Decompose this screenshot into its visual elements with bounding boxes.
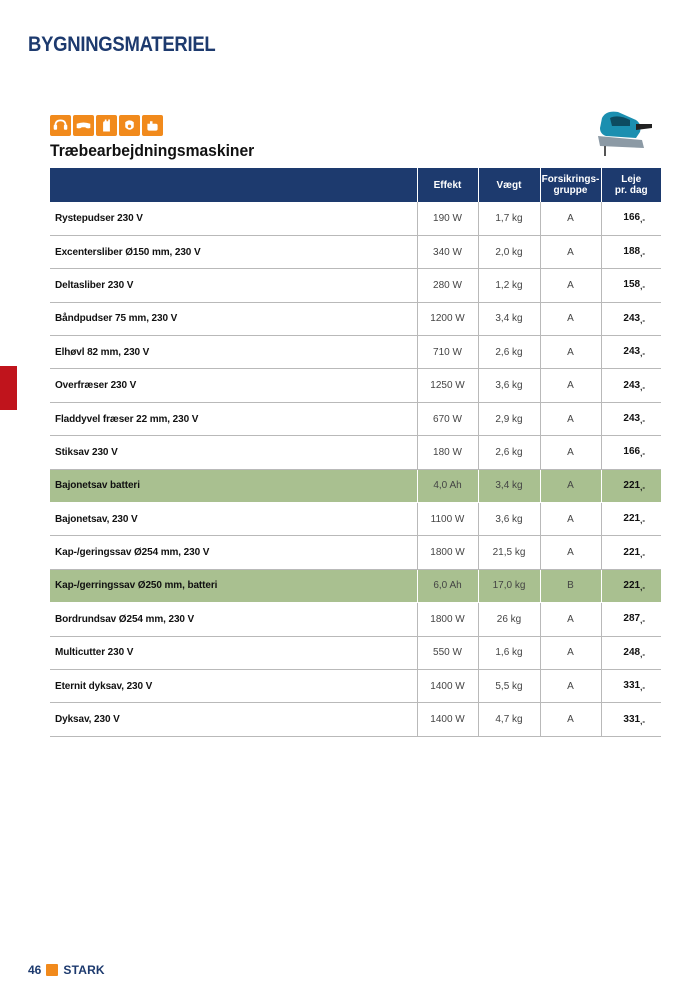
price-suffix: ,- — [640, 516, 645, 526]
price-suffix: ,- — [640, 215, 645, 225]
price-suffix: ,- — [640, 683, 645, 693]
cell-forsikringsgruppe: A — [540, 436, 601, 469]
price-suffix: ,- — [640, 449, 645, 459]
table-row — [50, 302, 661, 335]
cell-forsikringsgruppe: A — [540, 402, 601, 435]
jigsaw-product-image — [584, 104, 658, 162]
header-effekt: Effekt — [417, 168, 478, 202]
table-row — [50, 703, 661, 736]
cell-vaegt: 26 kg — [478, 603, 540, 636]
cell-vaegt: 5,5 kg — [478, 669, 540, 702]
cell-effekt: 550 W — [417, 636, 478, 669]
cell-name: Båndpudser 75 mm, 230 V — [50, 302, 417, 335]
ear-protection-icon — [50, 115, 71, 136]
safety-goggles-icon — [73, 115, 94, 136]
page-footer — [28, 963, 105, 977]
cell-name: Overfræser 230 V — [50, 369, 417, 402]
price-value: 248 — [623, 646, 641, 658]
header-name — [50, 168, 417, 202]
cell-effekt: 190 W — [417, 202, 478, 235]
cell-vaegt: 2,6 kg — [478, 436, 540, 469]
cell-effekt: 4,0 Ah — [417, 469, 478, 502]
table-row — [50, 336, 661, 369]
cell-leje-pris — [601, 302, 661, 335]
price-value: 166 — [623, 446, 641, 458]
cell-forsikringsgruppe: A — [540, 636, 601, 669]
cell-forsikringsgruppe: A — [540, 503, 601, 536]
cell-leje-pris — [601, 636, 661, 669]
price-value: 221 — [623, 479, 641, 491]
cell-forsikringsgruppe: A — [540, 202, 601, 235]
cell-leje-pris — [601, 235, 661, 268]
cell-vaegt: 1,6 kg — [478, 636, 540, 669]
cell-vaegt: 2,6 kg — [478, 336, 540, 369]
price-suffix: ,- — [640, 582, 645, 592]
cell-forsikringsgruppe: A — [540, 235, 601, 268]
price-suffix: ,- — [640, 416, 645, 426]
table-row — [50, 369, 661, 402]
header-forsikring-line2: gruppe — [553, 185, 588, 196]
price-suffix: ,- — [640, 382, 645, 392]
cell-vaegt: 4,7 kg — [478, 703, 540, 736]
cell-leje-pris — [601, 703, 661, 736]
price-value: 243 — [623, 413, 641, 425]
cell-leje-pris — [601, 669, 661, 702]
cell-forsikringsgruppe: A — [540, 302, 601, 335]
price-suffix: ,- — [640, 482, 645, 492]
cell-name: Kap-/gerringssav Ø250 mm, batteri — [50, 569, 417, 602]
cell-forsikringsgruppe: A — [540, 369, 601, 402]
header-leje-pr-dag — [601, 168, 661, 202]
cell-effekt: 1400 W — [417, 703, 478, 736]
cell-forsikringsgruppe: A — [540, 703, 601, 736]
cell-effekt: 710 W — [417, 336, 478, 369]
cell-name: Bajonetsav batteri — [50, 469, 417, 502]
price-suffix: ,- — [640, 649, 645, 659]
section-side-tab — [0, 366, 17, 410]
cell-vaegt: 17,0 kg — [478, 569, 540, 602]
cell-effekt: 6,0 Ah — [417, 569, 478, 602]
price-value: 243 — [623, 379, 641, 391]
cell-vaegt: 1,7 kg — [478, 202, 540, 235]
cell-leje-pris — [601, 469, 661, 502]
cell-name: Stiksav 230 V — [50, 436, 417, 469]
cell-name: Elhøvl 82 mm, 230 V — [50, 336, 417, 369]
cell-leje-pris — [601, 269, 661, 302]
cell-effekt: 1400 W — [417, 669, 478, 702]
cell-effekt: 1100 W — [417, 503, 478, 536]
table-row — [50, 636, 661, 669]
cell-vaegt: 21,5 kg — [478, 536, 540, 569]
cell-leje-pris — [601, 402, 661, 435]
table-row — [50, 202, 661, 235]
cell-leje-pris — [601, 336, 661, 369]
cell-effekt: 1250 W — [417, 369, 478, 402]
cell-name: Excentersliber Ø150 mm, 230 V — [50, 235, 417, 268]
price-suffix: ,- — [640, 282, 645, 292]
cell-leje-pris — [601, 369, 661, 402]
price-suffix: ,- — [640, 549, 645, 559]
cell-vaegt: 3,4 kg — [478, 302, 540, 335]
cell-name: Fladdyvel fræser 22 mm, 230 V — [50, 402, 417, 435]
gloves-icon — [96, 115, 117, 136]
cell-vaegt: 2,0 kg — [478, 235, 540, 268]
header-forsikringsgruppe — [540, 168, 601, 202]
cell-vaegt: 3,4 kg — [478, 469, 540, 502]
header-leje-line1: Leje — [621, 174, 642, 185]
cell-effekt: 670 W — [417, 402, 478, 435]
cell-effekt: 280 W — [417, 269, 478, 302]
cell-forsikringsgruppe: B — [540, 569, 601, 602]
cell-vaegt: 3,6 kg — [478, 503, 540, 536]
cell-effekt: 180 W — [417, 436, 478, 469]
cell-vaegt: 1,2 kg — [478, 269, 540, 302]
price-suffix: ,- — [640, 616, 645, 626]
cell-name: Bordrundsav Ø254 mm, 230 V — [50, 603, 417, 636]
price-suffix: ,- — [640, 716, 645, 726]
price-value: 243 — [623, 312, 641, 324]
price-value: 166 — [623, 212, 641, 224]
tool-rental-table — [50, 168, 661, 737]
table-header-row — [50, 168, 661, 202]
cell-forsikringsgruppe: A — [540, 536, 601, 569]
cell-vaegt: 3,6 kg — [478, 369, 540, 402]
ppe-icon-strip — [50, 115, 163, 136]
cell-effekt: 1200 W — [417, 302, 478, 335]
price-value: 331 — [623, 713, 641, 725]
cell-leje-pris — [601, 536, 661, 569]
section-title: Træbearbejdningsmaskiner — [50, 141, 255, 160]
table-row — [50, 235, 661, 268]
cell-forsikringsgruppe: A — [540, 603, 601, 636]
cell-vaegt: 2,9 kg — [478, 402, 540, 435]
brand-name: STARK — [63, 963, 105, 977]
header-leje-line2: pr. dag — [614, 185, 648, 196]
price-value: 221 — [623, 579, 641, 591]
price-value: 221 — [623, 513, 641, 525]
cell-leje-pris — [601, 603, 661, 636]
cell-leje-pris — [601, 569, 661, 602]
cell-forsikringsgruppe: A — [540, 669, 601, 702]
table-row — [50, 503, 661, 536]
cell-leje-pris — [601, 202, 661, 235]
cell-name: Deltasliber 230 V — [50, 269, 417, 302]
cell-name: Kap-/geringssav Ø254 mm, 230 V — [50, 536, 417, 569]
page-number: 46 — [28, 963, 42, 977]
cell-leje-pris — [601, 503, 661, 536]
price-value: 188 — [623, 246, 641, 258]
hand-protection-icon — [142, 115, 163, 136]
price-suffix: ,- — [640, 349, 645, 359]
price-value: 221 — [623, 546, 641, 558]
cell-name: Eternit dyksav, 230 V — [50, 669, 417, 702]
price-suffix: ,- — [640, 315, 645, 325]
table-row — [50, 569, 661, 602]
table-row — [50, 603, 661, 636]
cell-name: Bajonetsav, 230 V — [50, 503, 417, 536]
cell-forsikringsgruppe: A — [540, 336, 601, 369]
cell-effekt: 340 W — [417, 235, 478, 268]
header-forsikring-line1: Forsikrings- — [541, 174, 600, 185]
cell-name: Multicutter 230 V — [50, 636, 417, 669]
table-body — [50, 202, 661, 736]
cell-effekt: 1800 W — [417, 536, 478, 569]
table-row — [50, 536, 661, 569]
price-value: 243 — [623, 346, 641, 358]
header-vaegt: Vægt — [478, 168, 540, 202]
cell-forsikringsgruppe: A — [540, 469, 601, 502]
table-row — [50, 269, 661, 302]
price-value: 287 — [623, 613, 641, 625]
table-row — [50, 402, 661, 435]
table-row — [50, 669, 661, 702]
price-suffix: ,- — [640, 249, 645, 259]
cell-effekt: 1800 W — [417, 603, 478, 636]
table-row — [50, 436, 661, 469]
price-value: 331 — [623, 680, 641, 692]
cell-forsikringsgruppe: A — [540, 269, 601, 302]
page-header-title: BYGNINGSMATERIEL — [28, 33, 216, 56]
stark-logo-icon — [46, 964, 58, 976]
cell-leje-pris — [601, 436, 661, 469]
cell-name: Dyksav, 230 V — [50, 703, 417, 736]
dust-mask-icon — [119, 115, 140, 136]
cell-name: Rystepudser 230 V — [50, 202, 417, 235]
price-value: 158 — [623, 279, 641, 291]
table-row — [50, 469, 661, 502]
